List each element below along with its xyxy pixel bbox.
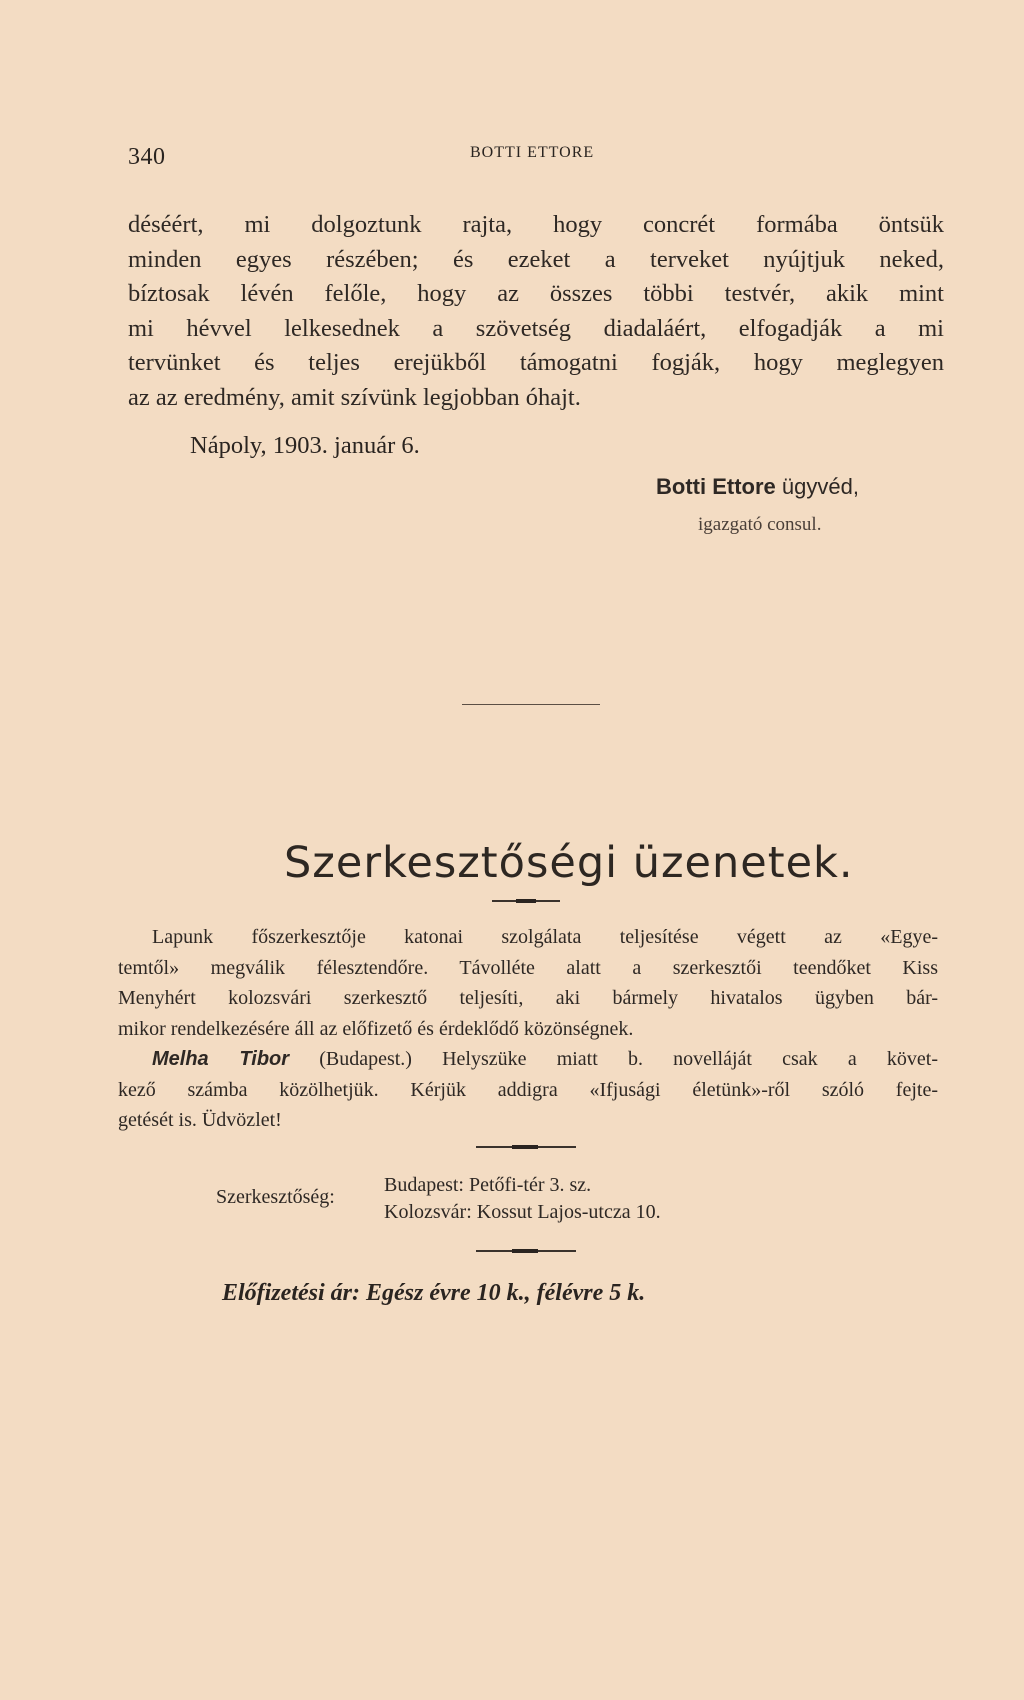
notice-line: kező számba közölhetjük. Kérjük addigra «Ifjusági életünk»-ről szóló fejte- bbox=[118, 1078, 938, 1101]
letter-body bbox=[128, 208, 944, 415]
editorial-label: Szerkesztőség: bbox=[216, 1186, 335, 1208]
editorial-notice bbox=[118, 922, 938, 1136]
body-line: tervünket és teljes erejükből támogatni fogják, hogy meglegyen bbox=[128, 349, 944, 376]
body-line: mi hévvel lelkesednek a szövetség diadaláért, elfogadják a mi bbox=[128, 314, 944, 342]
place-date: Nápoly, 1903. január 6. bbox=[190, 432, 420, 459]
notice-line-rest: (Budapest.) Helyszüke miatt b. novelláját csak a követ- bbox=[289, 1048, 938, 1070]
body-line: bíztosak lévén felőle, hogy az összes többi testvér, akik mint bbox=[128, 280, 944, 307]
section-divider bbox=[462, 704, 600, 705]
notice-line: Menyhért kolozsvári szerkesztő teljesíti, aki bármely hivatalos ügyben bár- bbox=[118, 987, 938, 1009]
address-kolozsvar: Kolozsvár: Kossut Lajos-utcza 10. bbox=[384, 1201, 661, 1223]
notice-ornament bbox=[476, 1146, 576, 1148]
body-line: déséért, mi dolgoztunk rajta, hogy concrét formába öntsük bbox=[128, 211, 944, 238]
body-line: minden egyes részében; és ezeket a terveket nyújtjuk neked, bbox=[128, 245, 944, 273]
footer-ornament bbox=[476, 1250, 576, 1252]
addressee-name: Melha Tibor bbox=[152, 1048, 290, 1070]
notice-line: mikor rendelkezésére áll az előfizető és érdeklődő közönségnek. bbox=[118, 1017, 634, 1040]
page-header bbox=[128, 140, 940, 180]
editorial-address-list bbox=[384, 1172, 804, 1226]
notice-line: Lapunk főszerkesztője katonai szolgálata teljesítése végett az «Egye- bbox=[152, 926, 938, 948]
body-line: az az eredmény, amit szívünk legjobban óhajt. bbox=[128, 383, 581, 411]
notice-line: temtől» megválik félesztendőre. Távolléte alatt a szerkesztői teendőket Kiss bbox=[118, 956, 938, 979]
signature-role: igazgató consul. bbox=[698, 514, 822, 535]
title-ornament bbox=[492, 900, 560, 902]
signature bbox=[656, 474, 859, 500]
page-number: 340 bbox=[128, 144, 166, 170]
notice-line bbox=[118, 1044, 938, 1075]
notice-line: getését is. Üdvözlet! bbox=[118, 1109, 282, 1131]
signature-title: ügyvéd, bbox=[781, 474, 859, 499]
address-budapest: Budapest: Petőfi-tér 3. sz. bbox=[384, 1174, 592, 1196]
signature-name: Botti Ettore bbox=[656, 474, 776, 499]
running-title: BOTTI ETTORE bbox=[470, 144, 595, 161]
subscription-price: Előfizetési ár: Egész évre 10 k., félévre 5 k. bbox=[222, 1280, 646, 1306]
section-title: Szerkesztőségi üzenetek. bbox=[284, 838, 854, 888]
